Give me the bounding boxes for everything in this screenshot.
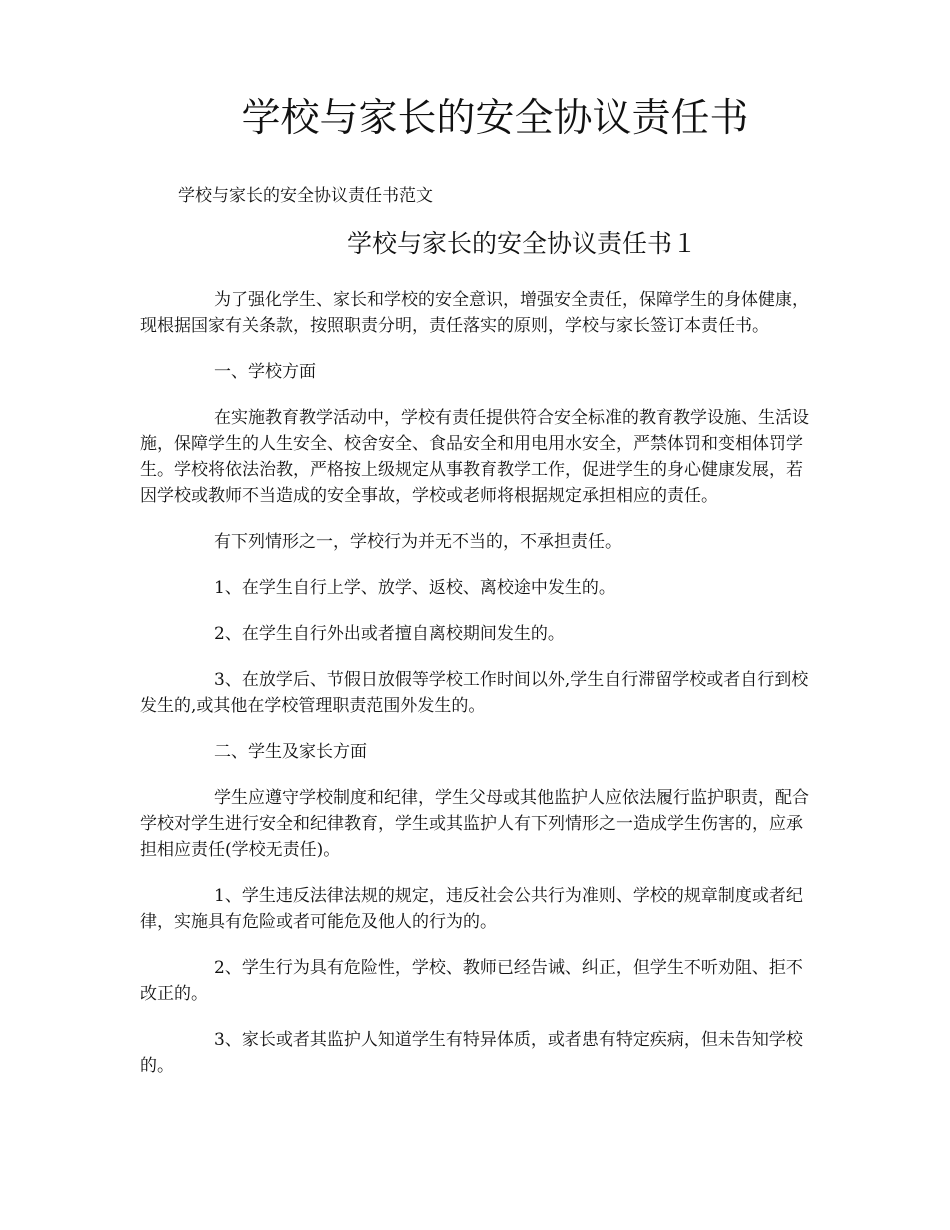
document-body (140, 287, 818, 1099)
exemption-intro: 有下列情形之一，学校行为并无不当的，不承担责任。 (214, 532, 622, 552)
heading-school: 一、学校方面 (214, 362, 316, 382)
students-parents-paragraph: 学生应遵守学校制度和纪律，学生父母或其他监护人应依法履行监护职责，配合学校对学生进行安全和纪律教育，学生或其监护人有下列情形之一造成学生伤害的，应承担相应责任(学校无责任)。 (140, 788, 809, 860)
responsibility-item-3: 3、家长或者其监护人知道学生有特异体质，或者患有特定疾病，但未告知学校的。 (140, 1030, 803, 1076)
responsibility-item-2: 2、学生行为具有危险性，学校、教师已经告诫、纠正，但学生不听劝阻、拒不改正的。 (140, 958, 803, 1004)
heading-students-parents: 二、学生及家长方面 (214, 742, 367, 762)
document-subtitle: 学校与家长的安全协议责任书范文 (178, 186, 433, 206)
exemption-item-3: 3、在放学后、节假日放假等学校工作时间以外,学生自行滞留学校或者自行到校发生的,或其他在学校管理职责范围外发生的。 (140, 670, 809, 716)
exemption-item-1: 1、在学生自行上学、放学、返校、离校途中发生的。 (214, 578, 616, 598)
intro-paragraph: 为了强化学生、家长和学校的安全意识，增强安全责任，保障学生的身体健康，现根据国家有关条款，按照职责分明，责任落实的原则，学校与家长签订本责任书。 (140, 290, 809, 336)
responsibility-item-1: 1、学生违反法律法规的规定，违反社会公共行为准则、学校的规章制度或者纪律，实施具有危险或者可能危及他人的行为的。 (140, 886, 803, 932)
section-title: 学校与家长的安全协议责任书１ (346, 229, 697, 258)
document-title: 学校与家长的安全协议责任书 (241, 96, 749, 141)
school-duties-paragraph: 在实施教育教学活动中，学校有责任提供符合安全标准的教育教学设施、生活设施，保障学生的人生安全、校舍安全、食品安全和用电用水安全，严禁体罚和变相体罚学生。学校将依法治教，严格按上级规定从事教育教学工作，促进学生的身心健康发展，若因学校或教师不当造成的安全事故，学校或老师将根据规定承担相应的责任。 (140, 408, 809, 506)
exemption-item-2: 2、在学生自行外出或者擅自离校期间发生的。 (214, 624, 565, 644)
